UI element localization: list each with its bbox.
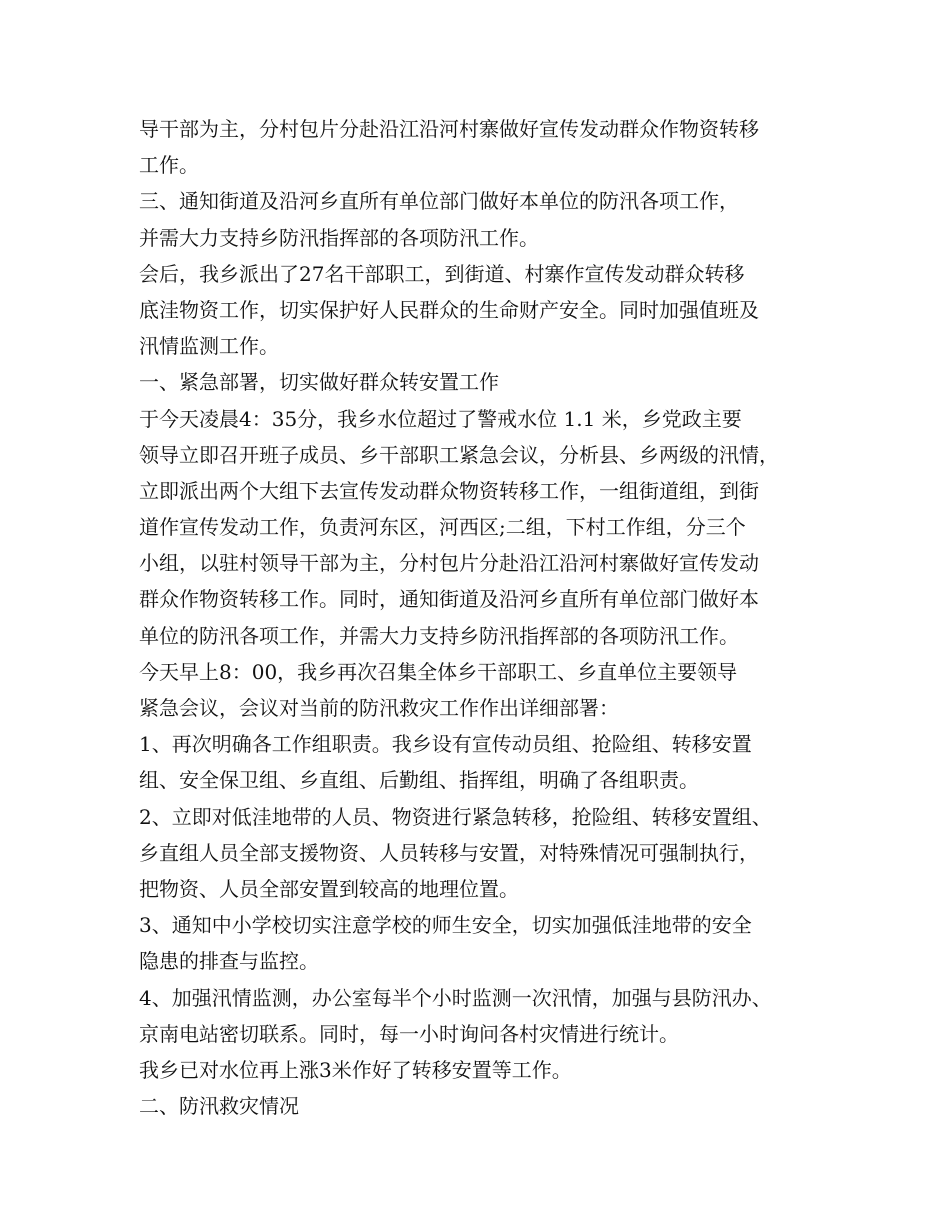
text-line: 京南电站密切联系。同时，每一小时询问各村灾情进行统计。: [139, 1021, 679, 1046]
text-line: 2、立即对低洼地带的人员、物资进行紧急转移，抢险组、转移安置组、: [139, 804, 772, 829]
section-heading: 二、防汛救灾情况: [139, 1094, 299, 1119]
text-line: 我乡已对水位再上涨3米作好了转移安置等工作。: [139, 1057, 572, 1082]
section-heading: 一、紧急部署，切实做好群众转安置工作: [139, 370, 499, 395]
text-line: 群众作物资转移工作。同时，通知街道及沿河乡直所有单位部门做好本: [139, 587, 759, 612]
text-line: 道作宣传发动工作，负责河东区，河西区;二组，下村工作组，分三个: [139, 515, 746, 540]
text-line: 乡直组人员全部支援物资、人员转移与安置，对特殊情况可强制执行，: [139, 840, 759, 865]
text-line: 三、通知街道及沿河乡直所有单位部门做好本单位的防汛各项工作，: [139, 189, 739, 214]
text-line: 把物资、人员全部安置到较高的地理位置。: [139, 876, 519, 901]
text-line: 3、通知中小学校切实注意学校的师生安全，切实加强低洼地带的安全: [139, 913, 752, 938]
text-line: 小组，以驻村领导干部为主，分村包片分赴沿江沿河村寨做好宣传发动: [139, 551, 759, 576]
text-line: 工作。: [139, 153, 199, 178]
text-line: 组、安全保卫组、乡直组、后勤组、指挥组，明确了各组职责。: [139, 768, 699, 793]
text-line: 今天早上8：00，我乡再次召集全体乡干部职工、乡直单位主要领导: [139, 659, 738, 684]
text-line: 隐患的排查与监控。: [139, 949, 319, 974]
text-line: 导干部为主，分村包片分赴沿江沿河村寨做好宣传发动群众作物资转移: [139, 117, 759, 141]
text-line: 紧急会议，会议对当前的防汛救灾工作作出详细部署：: [139, 696, 619, 720]
text-line: 单位的防汛各项工作，并需大力支持乡防汛指挥部的各项防汛工作。: [139, 623, 739, 648]
text-line: 于今天凌晨4：35分，我乡水位超过了警戒水位 1.1 米，乡党政主要: [139, 406, 742, 431]
text-line: 领导立即召开班子成员、乡干部职工紧急会议，分析县、乡两级的汛情，: [139, 442, 779, 467]
text-line: 底洼物资工作，切实保护好人民群众的生命财产安全。同时加强值班及: [139, 297, 759, 322]
text-line: 并需大力支持乡防汛指挥部的各项防汛工作。: [139, 225, 539, 250]
text-line: 汛情监测工作。: [139, 334, 279, 359]
document-body: [139, 111, 839, 1124]
text-line: 立即派出两个大组下去宣传发动群众物资转移工作，一组街道组，到街: [139, 478, 759, 503]
text-line: 1、再次明确各工作组职责。我乡设有宣传动员组、抢险组、转移安置: [139, 732, 752, 757]
text-line: 会后，我乡派出了27名干部职工，到街道、村寨作宣传发动群众转移: [139, 261, 745, 286]
text-line: 4、加强汛情监测，办公室每半个小时监测一次汛情，加强与县防汛办、: [139, 985, 772, 1010]
